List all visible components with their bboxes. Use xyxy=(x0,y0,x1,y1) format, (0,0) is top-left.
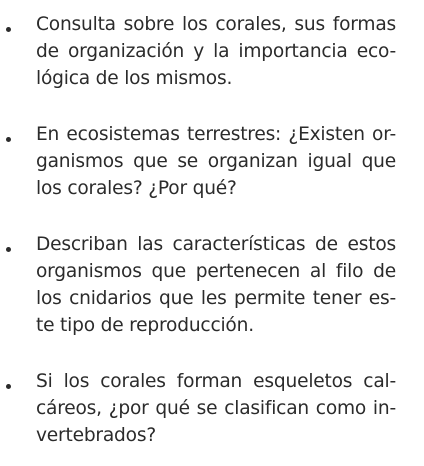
list-item-line: Si los corales forman esqueletos cal- xyxy=(36,371,396,392)
bullet-icon xyxy=(6,137,11,142)
list-item-line: los corales? ¿Por qué? xyxy=(36,178,237,199)
list-item-line: Describan las características de estos xyxy=(36,234,396,255)
list-item-line: organismos que pertenecen al filo de xyxy=(36,261,396,282)
list-item-line: lógica de los mismos. xyxy=(36,68,233,89)
bullet-icon xyxy=(6,384,11,389)
list-item-line: vertebrados? xyxy=(36,425,156,446)
bullet-icon xyxy=(6,247,11,252)
list-item-line: te tipo de reproducción. xyxy=(36,315,254,336)
bullet-icon xyxy=(6,27,11,32)
list-item-line: los cnidarios que les permite tener es- xyxy=(36,288,396,309)
list-item-line: de organización y la importancia eco- xyxy=(36,41,396,62)
list-item-line: Consulta sobre los corales, sus formas xyxy=(36,14,396,35)
list-item-line: En ecosistemas terrestres: ¿Existen or- xyxy=(36,124,396,145)
list-item-line: cáreos, ¿por qué se clasifican como in- xyxy=(36,398,396,419)
list-item-line: ganismos que se organizan igual que xyxy=(36,151,396,172)
